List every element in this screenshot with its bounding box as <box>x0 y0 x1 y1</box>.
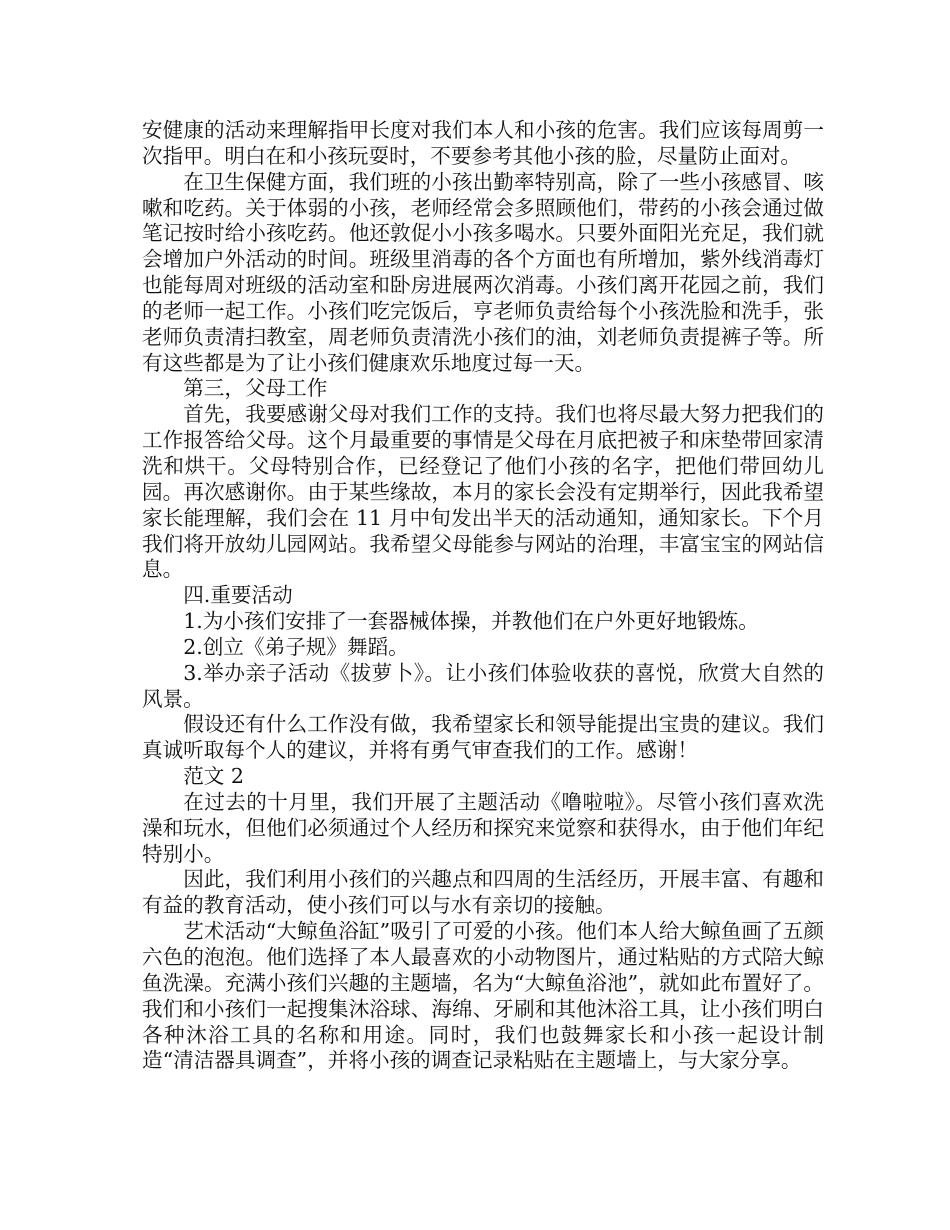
activity-item-3: 3.举办亲子活动《拔萝卜》。让小孩们体验收获的喜悦，欣赏大自然的风景。 <box>142 660 824 711</box>
paragraph-4: 首先，我要感谢父母对我们工作的支持。我们也将尽最大努力把我们的工作报答给父母。这个月最重要的事情是父母在月底把被子和床垫带回家清洗和烘干。父母特别合作，已经登记了他们小孩的名字，把他们带回幼儿园。再次感谢你。由于某些缘故，本月的家长会没有定期举行，因此我希望家长能理解，我们会在 11 月中旬发出半天的活动通知，通知家长。下个月我们将开放幼儿园网站。我希望父母能参与网站的治理，丰富宝宝的网站信息。 <box>142 402 824 582</box>
paragraph-9: 假设还有什么工作没有做，我希望家长和领导能提出宝贵的建议。我们真诚听取每个人的建议，并将有勇气审查我们的工作。感谢！ <box>142 712 824 763</box>
section-heading-sample-2: 范文 2 <box>183 764 245 789</box>
paragraph-2: 在卫生保健方面，我们班的小孩出勤率特别高，除了一些小孩感冒、咳嗽和吃药。关于体弱的小孩，老师经常会多照顾他们，带药的小孩会通过做笔记按时给小孩吃药。他还敦促小小孩多喝水。只要外面阳光充足，我们就会增加户外活动的时间。班级里消毒的各个方面也有所增加，紫外线消毒灯也能每周对班级的活动室和卧房进展两次消毒。小孩们离开花园之前，我们的老师一起工作。小孩们吃完饭后，亨老师负责给每个小孩洗脸和洗手，张老师负责清扫教室，周老师负责清洗小孩们的油，刘老师负责提裤子等。所有这些都是为了让小孩们健康欢乐地度过每一天。 <box>142 169 824 375</box>
activity-item-2: 2.创立《弟子规》舞蹈。 <box>183 634 409 659</box>
section-heading-parents: 第三，父母工作 <box>183 376 328 401</box>
paragraph-13: 艺术活动“大鲸鱼浴缸”吸引了可爱的小孩。他们本人给大鲸鱼画了五颜六色的泡泡。他们选择了本人最喜欢的小动物图片，通过粘贴的方式陪大鲸鱼洗澡。充满小孩们兴趣的主题墙，名为“大鲸鱼浴池”，就如此布置好了。我们和小孩们一起搜集沐浴球、海绵、牙刷和其他沐浴工具，让小孩们明白各种沐浴工具的名称和用途。同时，我们也鼓舞家长和小孩一起设计制造“清洁器具调查”，并将小孩的调查记录粘贴在主题墙上，与大家分享。 <box>142 919 824 1073</box>
document-page <box>142 118 824 1074</box>
activity-item-1: 1.为小孩们安排了一套器械体操，并教他们在户外更好地锻炼。 <box>183 609 759 634</box>
paragraph-1: 安健康的活动来理解指甲长度对我们本人和小孩的危害。我们应该每周剪一次指甲。明白在和小孩玩耍时，不要参考其他小孩的脸，尽量防止面对。 <box>142 118 824 168</box>
paragraph-11: 在过去的十月里，我们开展了主题活动《噜啦啦》。尽管小孩们喜欢洗澡和玩水，但他们必须通过个人经历和探究来觉察和获得水，由于他们年纪特别小。 <box>142 789 824 866</box>
paragraph-12: 因此，我们利用小孩们的兴趣点和四周的生活经历，开展丰富、有趣和有益的教育活动，使小孩们可以与水有亲切的接触。 <box>142 867 824 918</box>
section-heading-activities: 四.重要活动 <box>183 583 293 608</box>
